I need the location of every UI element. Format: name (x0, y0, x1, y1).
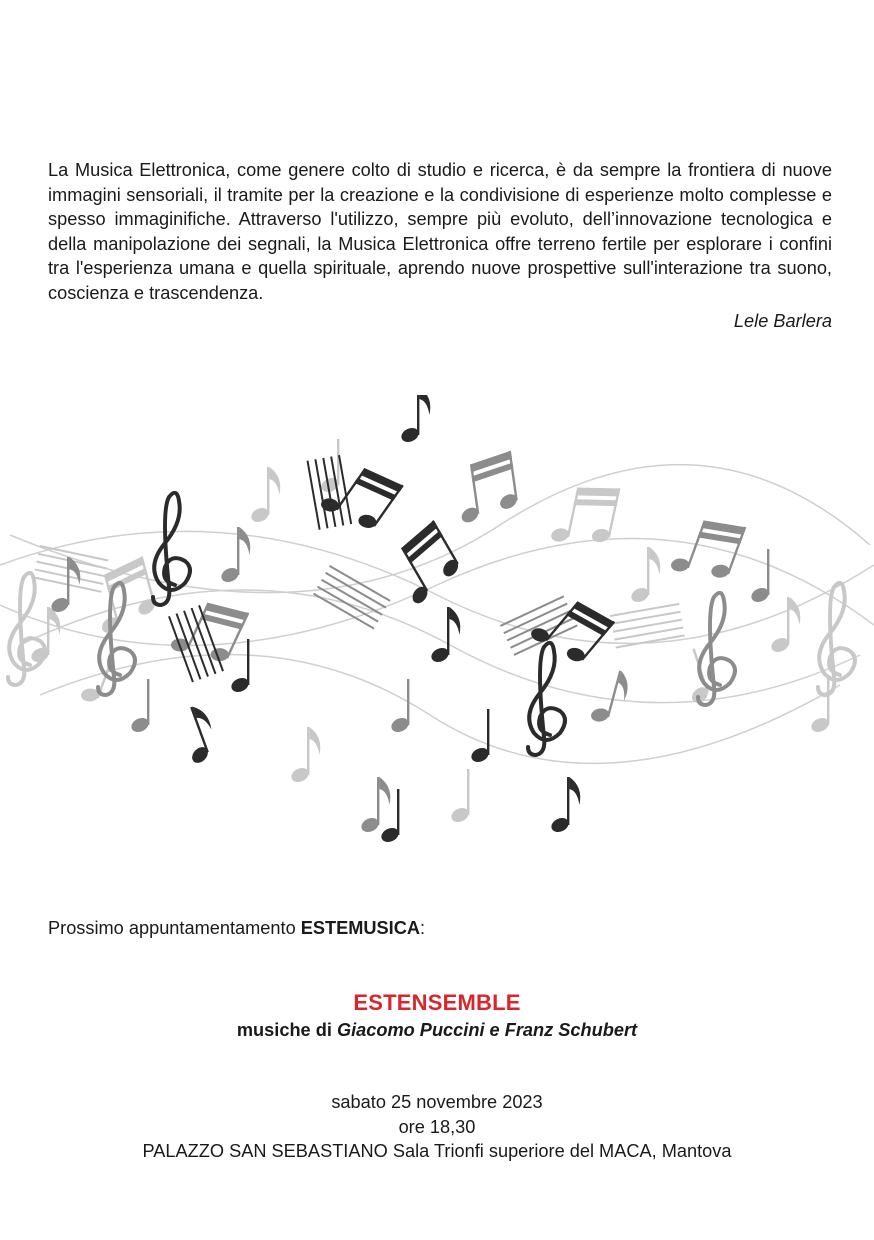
event-date: sabato 25 novembre 2023 (331, 1092, 543, 1112)
event-title: ESTENSEMBLE (353, 990, 521, 1015)
next-event-line (48, 918, 425, 939)
intro-paragraph-block (48, 158, 832, 306)
event-venue: PALAZZO SAN SEBASTIANO Sala Trionfi superiore del MACA, Mantova (142, 1141, 732, 1161)
intro-text: La Musica Elettronica, come genere colto di studio e ricerca, è da sempre la frontiera di nuove immagini sensoriali, il tramite per la creazione e la condivisione di esperienze molto complesse e spesso immaginifiche. Attraverso l'utilizzo, sempre più evoluto, dell’innovazione tecnologica e della manipolazione dei segnali, la Musica Elettronica offre terreno fertile per esplorare i confini tra l'esperienza umana e quella spirituale, aprendo nuove prospettive sull'interazione tra suono, coscienza e trascendenza. (48, 160, 832, 303)
music-notes-swirl-icon (0, 395, 874, 865)
event-subtitle (0, 1020, 874, 1041)
series-name: ESTEMUSICA (300, 918, 420, 938)
event-time: ore 18,30 (398, 1116, 476, 1137)
event-details (0, 1090, 874, 1164)
subtitle-prefix: musiche di (236, 1020, 337, 1040)
next-event-colon: : (420, 918, 426, 938)
signature: Lele Barlera (733, 311, 832, 331)
next-event-lead: Prossimo appuntamentamento (48, 918, 301, 938)
composers: Giacomo Puccini e Franz Schubert (336, 1020, 638, 1040)
